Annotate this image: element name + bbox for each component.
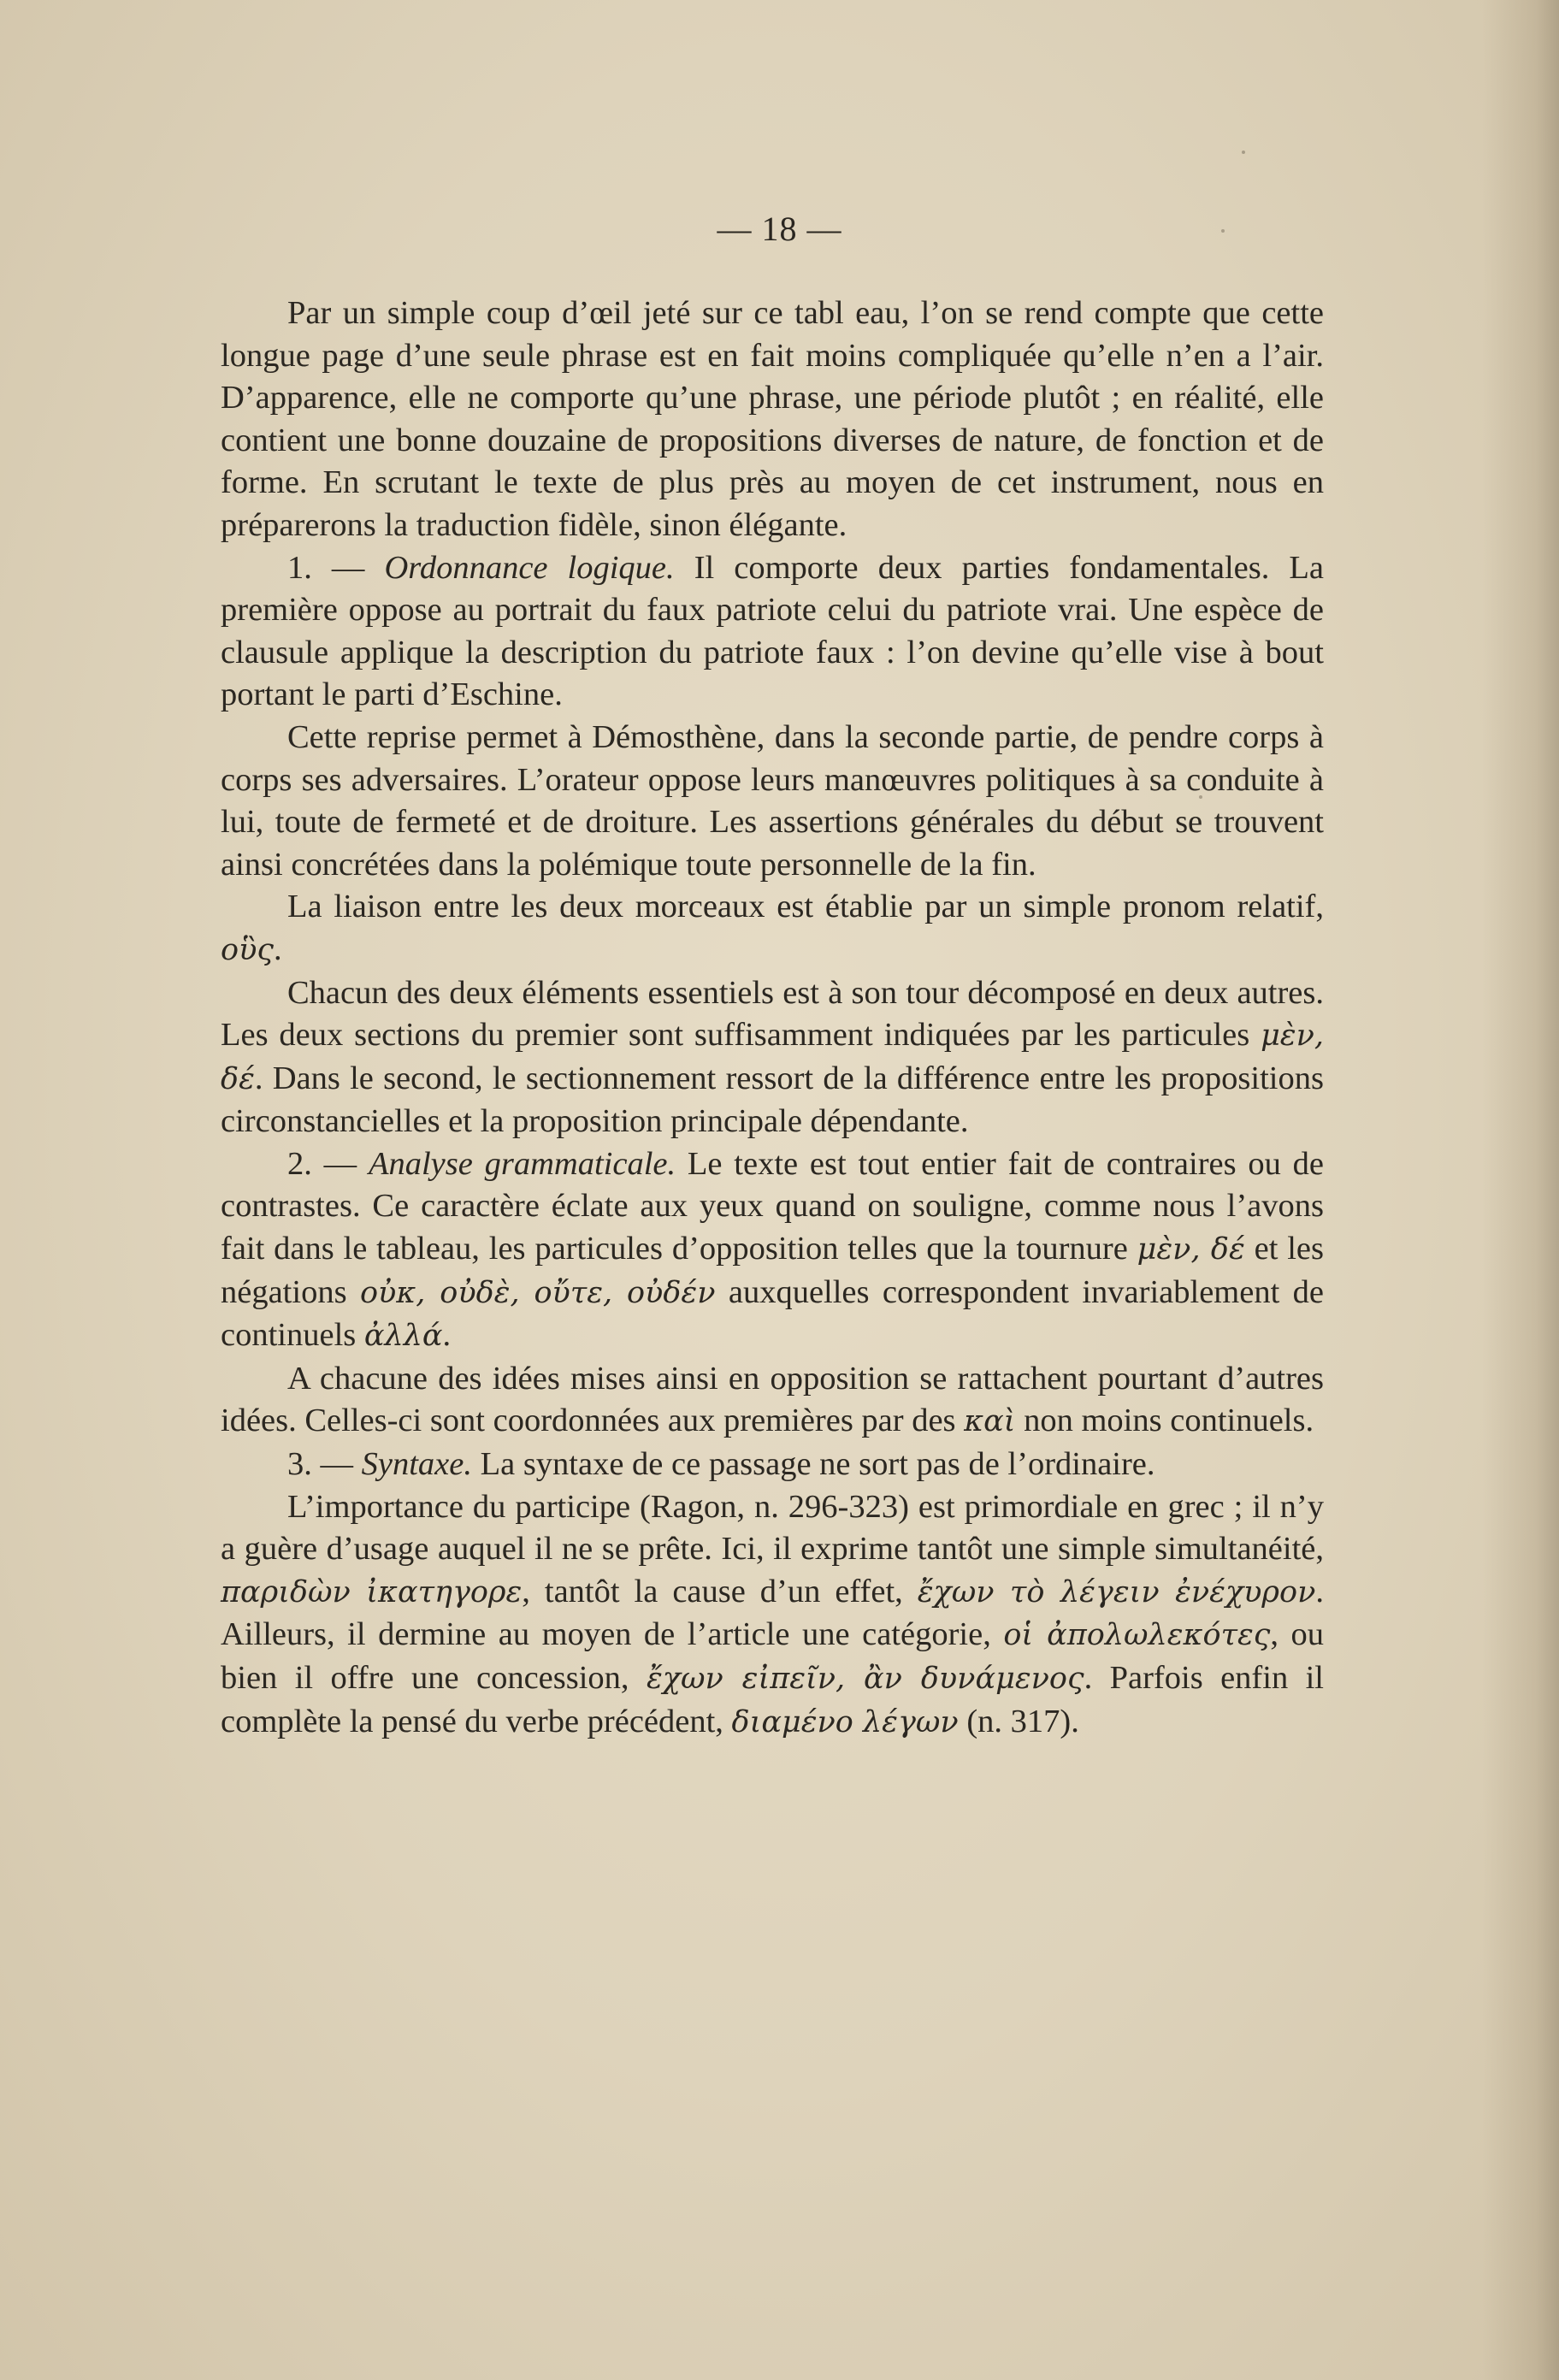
paragraph-p5 — [221, 972, 1324, 1143]
text-run: Le texte est tout entier fait de contraires ou de contrastes. Ce caractère éclate aux yeux quand on souligne, comme nous l’avons fait dans le tableau, les particules d’opposition telles que la tournure — [221, 1145, 1325, 1267]
greek-term: οὓς — [221, 932, 274, 967]
text-run: 1. — — [287, 549, 385, 586]
text-run: . — [442, 1317, 452, 1354]
text-run: , ou bien il offre une concession, — [221, 1616, 1324, 1696]
page-number: — 18 — — [717, 210, 842, 248]
text-run: . — [273, 930, 282, 967]
greek-term: παριδὼν ἰκατηγορε — [221, 1574, 523, 1609]
greek-term: οὐκ, οὐδὲ, οὔτε, οὐδέν — [359, 1275, 716, 1310]
text-run: , tantôt la cause d’un effet, — [522, 1573, 918, 1609]
text-run: (n. 317). — [958, 1703, 1079, 1739]
paragraph-p1 — [221, 292, 1324, 547]
paragraph-p6 — [221, 1143, 1324, 1358]
paragraph-p2 — [221, 547, 1324, 717]
paragraph-p7 — [221, 1358, 1324, 1444]
greek-term: μὲν, δέ — [221, 1019, 1324, 1096]
text-run: 2. — — [287, 1145, 369, 1182]
text-run: Par un simple coup d’œil jeté sur ce tabl eau, l’on se rend compte que cette longue page d’une seule phrase est en fait moins compliquée qu’elle n’en a l’air. D’apparence, elle ne comporte qu’une phrase, une période plutôt ; en réalité, elle contient une bonne douzaine de propositions diverses de nature, de fonction et de forme. En scrutant le texte de plus près au moyen de cet instrument, nous en préparerons la traduction fidèle, sinon élégante. — [221, 295, 1324, 543]
paragraph-p4 — [221, 886, 1324, 971]
text-run: . Dans le second, le sectionnement ressort de la différence entre les propositions circonstancielles et la proposition principale dépendante. — [221, 1060, 1324, 1140]
section-heading: Syntaxe. — [361, 1446, 472, 1483]
text-run: La syntaxe de ce passage ne sort pas de l’ordinaire. — [471, 1446, 1155, 1483]
greek-term: διαμένο λέγων — [731, 1704, 959, 1739]
text-run: L’importance du participe (Ragon, n. 296-323) est primordiale en grec ; il n’y a guère d’usage auquel il ne se prête. Ici, il exprime tantôt une simple simultanéité, — [221, 1488, 1324, 1568]
binding-shadow — [1482, 0, 1559, 2380]
body-text — [221, 292, 1324, 1744]
text-run: La liaison entre les deux morceaux est établie par un simple pronom relatif, — [287, 889, 1324, 925]
greek-term: καὶ — [964, 1404, 1016, 1439]
text-run: . Ailleurs, il dermine au moyen de l’article une catégorie, — [221, 1573, 1324, 1653]
greek-term: ἀλλά — [363, 1319, 443, 1354]
text-run: Cette reprise permet à Démosthène, dans la seconde partie, de pendre corps à corps ses adversaires. L’orateur oppose leurs manœuvres politiques à sa conduite à lui, toute de fermeté et de droiture. Les assertions générales du début se trouvent ainsi concrétées dans la polémique toute personnelle de la fin. — [221, 718, 1324, 883]
text-run: auxquelles correspondent invariablement de continuels — [221, 1273, 1324, 1354]
text-run: Chacun des deux éléments essentiels est à son tour décomposé en deux autres. Les deux sections du premier sont suffisamment indiquées par les particules — [221, 974, 1324, 1054]
text-run: non moins continuels. — [1015, 1403, 1314, 1439]
greek-term: οἱ ἀπολωλεκότες — [1003, 1618, 1271, 1653]
greek-term: ἔχων τὸ λέγειν ἐνέχυρον — [917, 1574, 1316, 1609]
paragraph-p3 — [221, 717, 1324, 886]
section-heading: Analyse grammaticale. — [368, 1145, 676, 1182]
section-heading: Ordonnance logique. — [384, 549, 675, 586]
text-run: . Parfois enfin il complète la pensé du verbe précédent, — [221, 1660, 1324, 1739]
text-run: A chacune des idées mises ainsi en opposition se rattachent pourtant d’autres idées. Celles-ci sont coordonnées aux premières par des — [221, 1360, 1324, 1439]
text-run: 3. — — [287, 1446, 362, 1483]
text-run: et les négations — [221, 1231, 1324, 1310]
greek-term: ἔχων εἰπεῖν, ἂν δυνάμενος — [646, 1662, 1084, 1696]
paragraph-p9 — [221, 1486, 1324, 1745]
paragraph-p8 — [221, 1444, 1324, 1486]
greek-term: μὲν, δέ — [1137, 1232, 1245, 1267]
text-run: Il comporte deux parties fondamentales. La première oppose au portrait du faux patriote celui du patriote vrai. Une espèce de clausule applique la description du patriote faux : l’on devine qu’elle vise à bout portant le parti d’Eschine. — [221, 549, 1325, 713]
